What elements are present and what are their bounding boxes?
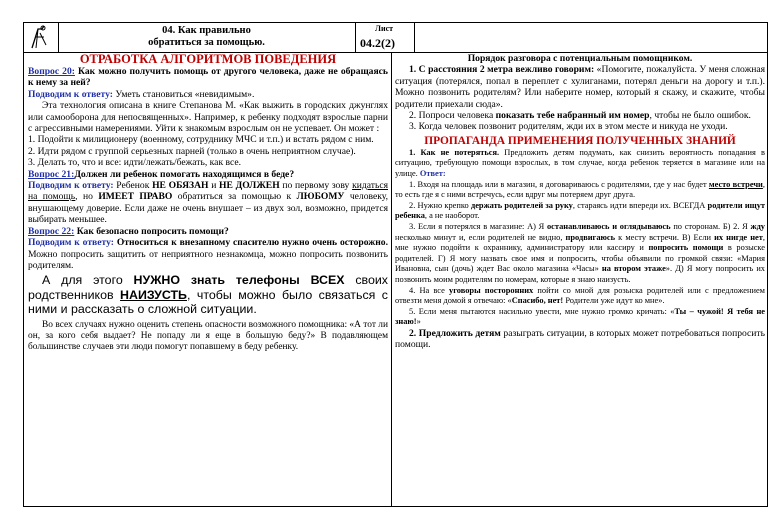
phone-notice: А для этого НУЖНО знать телефоны ВСЕХ своих родственников НАИЗУСТЬ, чтобы можно было связаться с ними и рассказать о сложной ситуации. xyxy=(28,273,389,317)
order-step-1: 1. С расстояния 2 метра вежливо говорим: «Помогите, пожалуйста. У меня сложная ситуация (потерялся, попал в переплет с хулиганами, потерял деньги на дорогу и т.п.). Можно позвонить родителям? Или наберите номер, который я скажу, и скажите, чтобы родители приехали сюда». xyxy=(395,64,766,110)
propaganda-item-1: 1. Входя на площадь или в магазин, я договариваюсь с родителями, где у нас будет место встречи, то есть где я с ними встречусь, если вдруг мы потеряем друг друга. xyxy=(395,179,765,200)
title-line-1: 04. Как правильно xyxy=(162,25,251,36)
q20-item-1: 1. Подойти к милиционеру (военному, сотруднику МЧС и т.п.) и встать рядом с ним. xyxy=(28,134,374,146)
q20-item-3: 3. Делать то, что и все: идти/лежать/бежать, как все. xyxy=(28,157,242,169)
order-step-2: 2. Попроси человека показать тебе набранный им номер, чтобы не было ошибок. xyxy=(409,110,751,122)
propaganda-title: ПРОПАГАНДА ПРИМЕНЕНИЯ ПОЛУЧЕННЫХ ЗНАНИЙ xyxy=(424,134,736,147)
section-title: ОТРАБОТКА АЛГОРИТМОВ ПОВЕДЕНИЯ xyxy=(79,52,337,66)
propaganda-2: 2. Предложить детям разыграть ситуации, в которых может потребоваться попросить помощи. xyxy=(395,327,765,351)
right-column xyxy=(395,53,765,351)
propaganda-1: 1. Как не потеряться. Предложить детям подумать, как снизить вероятность попадания в ситуацию, требующую помощи взрослых, в том случае, когда ребенок теряется в магазине или на улице. Ответ: xyxy=(395,147,765,179)
list-number: 04.2(2) xyxy=(360,36,395,50)
order-step-3: 3. Когда человек позвонит родителям, жди их в этом месте и никуда не уходи. xyxy=(409,121,728,133)
propaganda-item-2: 2. Нужно крепко держать родителей за руку, стараясь идти впереди их. ВСЕГДА родители ищут ребенка, а не наоборот. xyxy=(395,200,766,221)
hint-21: Подводим к ответу: Ребенок НЕ ОБЯЗАН и НЕ ДОЛЖЕН по первому зову кидаться на помощь, но ИМЕЕТ ПРАВО обратиться за помощью к ЛЮБОМУ человеку, внушающему доверие. Если даже не очень внушает – из двух зол, возможно, придется выбирать меньшее. xyxy=(28,180,388,226)
q20-item-2: 2. Идти рядом с группой серьезных парней (только в очень неприятном случае). xyxy=(28,145,356,157)
hint-20: Подводим к ответу: Уметь становиться «невидимым». xyxy=(28,88,255,100)
order-title: Порядок разговора с потенциальным помощником. xyxy=(467,53,693,64)
logo-cell xyxy=(24,23,59,52)
final-paragraph: Во всех случаях нужно оценить степень опасности возможного помощника: «А тот ли он, за кого себя выдает? Не попаду ли я еще в большую беду?» В подавляющем большинстве случаев эти люди помогут попавшему в беду ребенку. xyxy=(28,319,388,352)
propaganda-item-5: 5. Если меня пытаются насильно увести, мне нужно громко кричать: «Ты – чужой! Я тебя не знаю!» xyxy=(395,306,765,327)
column-divider xyxy=(391,52,392,507)
list-label: Лист xyxy=(375,24,394,33)
propaganda-item-3: 3. Если я потерялся в магазине: А) Я останавливаюсь и оглядываюсь по сторонам. Б) 2. Я жду несколько минут и, если родителей не видно, продвигаюсь к месту встречи. В) Если их нигде нет, мне нужно подойти к охраннику, администратору или кассиру и попросить помощи в розыске родителей. Г) Я могу назвать свое имя и попросить, чтобы объявили по громкой связи: «Мария Ивановна, сын (дочь) ждет Вас около магазина «Часы» на втором этаже». Д) Я могу попросить их позвонить моим родителям по номерам, которые я знаю наизусть. xyxy=(395,222,765,284)
question-20: Вопрос 20: Как можно получить помощь от другого человека, даже не обращаясь к нему за ней? xyxy=(28,66,388,89)
sheet-header xyxy=(24,23,767,53)
propaganda-item-4: 4. На все уговоры посторонних пойти со мной для розыска родителей или с предложением отвезти меня домой я отвечаю: «Спасибо, нет! Родители уже идут ко мне». xyxy=(395,285,765,306)
hint-22: Подводим к ответу: Относиться к внезапному спасителю нужно очень осторожно. Можно попросить защитить от неприятного незнакомца, можно попросить позвонить родителям. xyxy=(28,237,388,271)
question-22: Вопрос 22: Как безопасно попросить помощи? xyxy=(28,225,229,237)
q20-paragraph: Эта технология описана в книге Степанова М. «Как выжить в городских джунглях или самооборона для непосвященных». Например, к ребенку подходят взрослые парни с агрессивными намерениями. Уйти к знакомым взрослым он не успевает. Он может : xyxy=(28,100,388,135)
title-line-2: обратиться за помощью. xyxy=(148,37,265,48)
logo-icon xyxy=(24,23,58,52)
left-column xyxy=(28,53,388,353)
worksheet xyxy=(23,22,768,507)
list-cell xyxy=(356,23,415,52)
question-21: Вопрос 21:Должен ли ребенок помогать находящимся в беде? xyxy=(28,168,295,180)
sheet-title xyxy=(58,23,356,52)
